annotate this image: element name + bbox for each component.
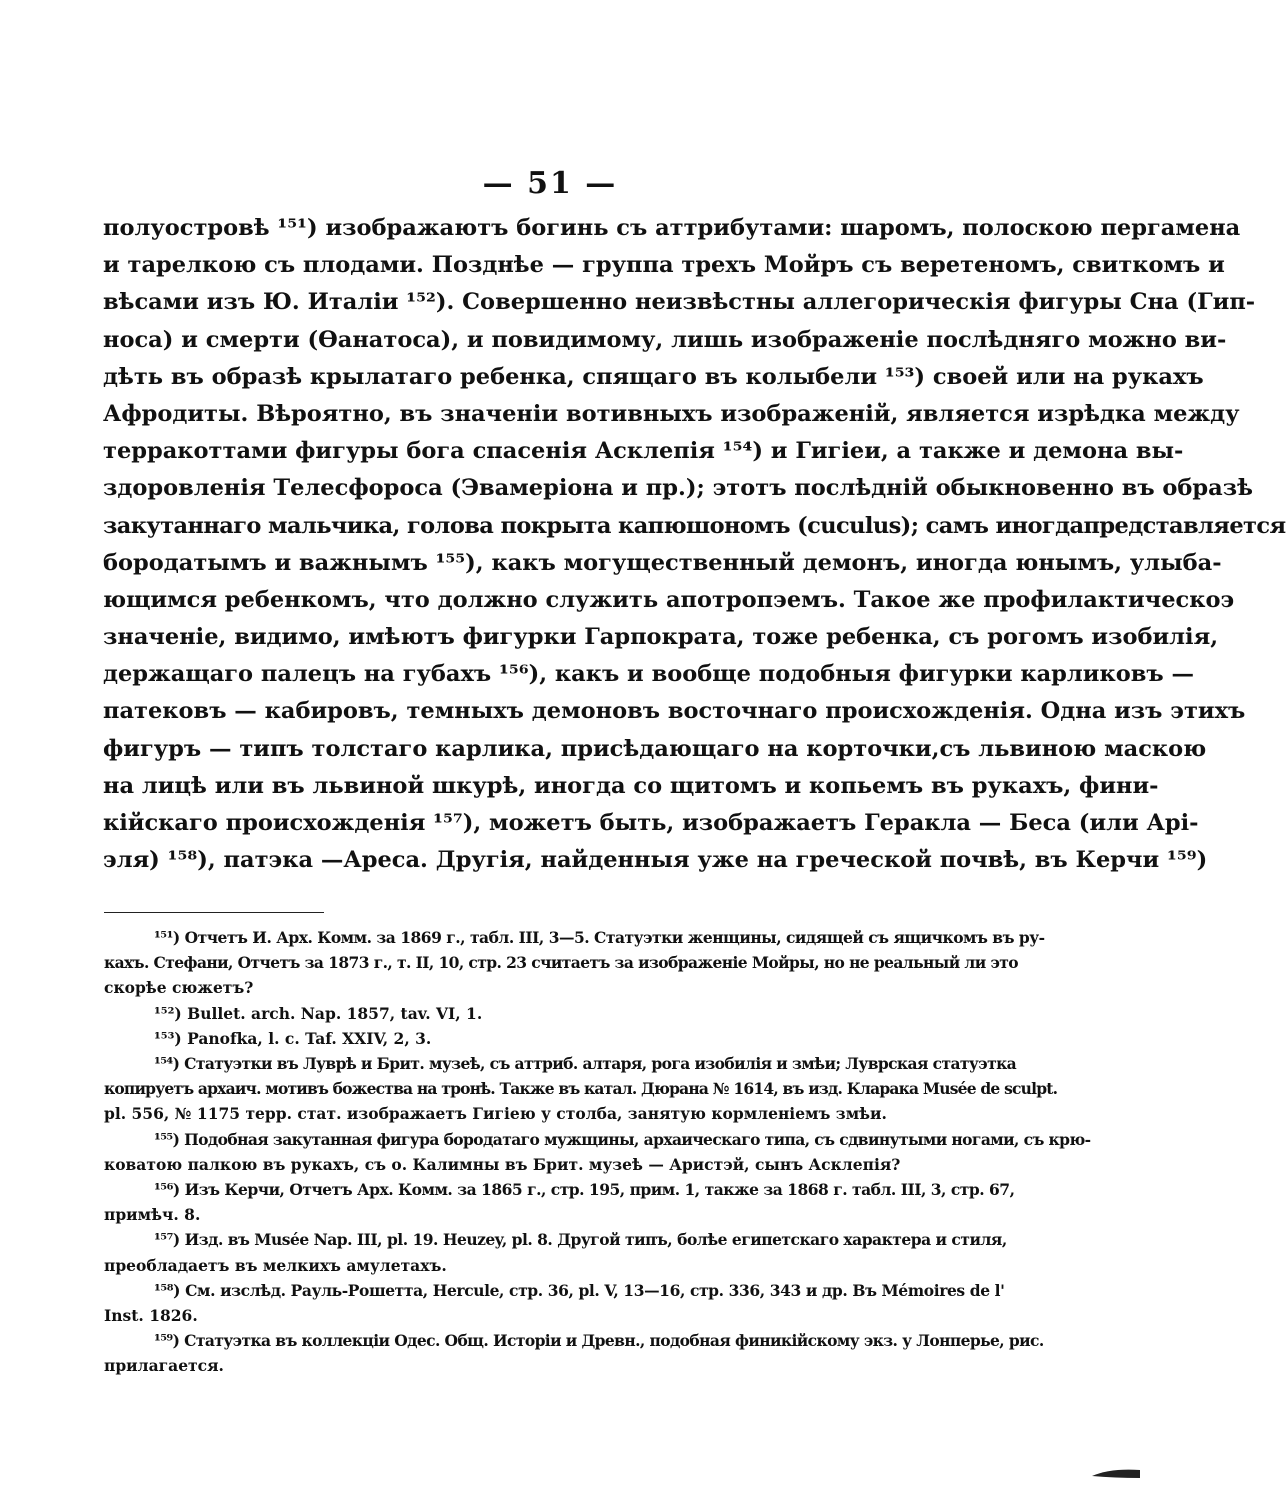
- footnote-line: Inst. 1826.: [104, 1306, 198, 1326]
- footnote-divider: [104, 912, 324, 913]
- footnote-line: примѣч. 8.: [104, 1205, 201, 1225]
- footnote-158: [104, 1278, 1005, 1328]
- body-line: носа) и смерти (Ѳанатоса), и повидимому, лишь изображеніе послѣдняго можно ви-: [103, 326, 1227, 353]
- footnote-line: коватою палкою въ рукахъ, съ о. Калимны въ Брит. музеѣ — Аристэй, сынъ Асклепія?: [104, 1154, 901, 1174]
- footnote-line: ¹⁵⁴) Статуэтки въ Луврѣ и Брит. музеѣ, съ аттриб. алтаря, рога изобилія и змѣи; Луврская статуэтка: [154, 1054, 1017, 1074]
- footnote-line: преобладаетъ въ мелкихъ амулетахъ.: [104, 1255, 447, 1275]
- body-line: здоровленія Телесфороса (Эвамеріона и пр.); этотъ послѣдній обыкновенно въ образѣ: [103, 475, 1253, 502]
- body-line: вѣсами изъ Ю. Италіи ¹⁵²). Совершенно неизвѣстны аллегорическія фигуры Сна (Гип-: [103, 289, 1256, 316]
- body-line: патековъ — кабировъ, темныхъ демоновъ восточнаго происхожденія. Одна изъ этихъ: [103, 698, 1246, 725]
- footnote-153: [104, 1026, 996, 1051]
- footnote-line: ¹⁵⁷) Изд. въ Musée Nap. III, pl. 19. Heuzey, pl. 8. Другой типъ, болѣе египетскаго характера и стиля,: [154, 1230, 1007, 1250]
- body-text: [103, 210, 1286, 879]
- footnote-line: ¹⁵⁹) Статуэтка въ коллекціи Одес. Общ. Исторіи и Древн., подобная финикійскому экз. у Лонперье, рис.: [154, 1331, 1044, 1351]
- body-line: дѣть въ образѣ крылатаго ребенка, спящаго въ колыбели ¹⁵³) своей или на рукахъ: [103, 363, 1204, 390]
- footnote-line: ¹⁵⁶) Изъ Керчи, Отчетъ Арх. Комм. за 1865 г., стр. 195, прим. 1, также за 1868 г. табл. III, 3, стр. 67,: [154, 1180, 1015, 1200]
- footnote-line: скорѣе сюжетъ?: [104, 978, 254, 998]
- footnote-line: ¹⁵²) Bullet. arch. Nap. 1857, tav. VI, 1.: [154, 1003, 483, 1023]
- footnote-line: прилагается.: [104, 1356, 224, 1376]
- footnote-155: [104, 1127, 1091, 1177]
- body-line: значеніе, видимо, имѣютъ фигурки Гарпократа, тоже ребенка, съ рогомъ изобилія,: [103, 624, 1219, 651]
- footnote-line: ¹⁵¹) Отчетъ И. Арх. Комм. за 1869 г., табл. III, 3—5. Статуэтки женщины, сидящей съ ящичкомъ въ ру-: [154, 928, 1045, 947]
- body-line: и тарелкою съ плодами. Позднѣе — группа трехъ Мойръ съ веретеномъ, свиткомъ и: [103, 252, 1225, 279]
- footnote-line: копируетъ архаич. мотивъ божества на тронѣ. Также въ катал. Дюрана № 1614, въ изд. Кларака Musée de sculpt.: [104, 1079, 1058, 1099]
- body-line: терракоттами фигуры бога спасенія Асклепія ¹⁵⁴) и Гигіеи, а также и демона вы-: [103, 438, 1184, 465]
- body-line: эля) ¹⁵⁸), патэка —Ареса. Другія, найденныя уже на греческой почвѣ, въ Керчи ¹⁵⁹): [103, 847, 1208, 874]
- body-line: кійскаго происхожденія ¹⁵⁷), можетъ быть, изображаетъ Геракла — Беса (или Арі-: [103, 810, 1199, 836]
- footnote-line: ¹⁵³) Panofka, l. c. Taf. XXIV, 2, 3.: [154, 1028, 432, 1048]
- body-line: полуостровѣ ¹⁵¹) изображаютъ богинь съ аттрибутами: шаромъ, полоскою пергамена: [103, 215, 1241, 241]
- body-line: на лицѣ или въ львиной шкурѣ, иногда со щитомъ и копьемъ въ рукахъ, фини-: [103, 772, 1159, 799]
- footnotes: [104, 925, 1091, 1379]
- body-line: фигуръ — типъ толстаго карлика, присѣдающаго на корточки,съ львиною маскою: [103, 735, 1207, 762]
- body-line: закутаннаго мальчика, голова покрыта капюшономъ (cuculus); самъ иногдапредставляется: [103, 512, 1286, 539]
- footnote-156: [104, 1177, 1015, 1227]
- footnote-157: [104, 1227, 1007, 1277]
- footnote-line: pl. 556, № 1175 терр. стат. изображаетъ Гигіею у столба, занятую кормленіемъ змѣи.: [104, 1104, 887, 1124]
- body-line: держащаго палецъ на губахъ ¹⁵⁶), какъ и вообще подобныя фигурки карликовъ —: [103, 661, 1194, 688]
- body-line: Афродиты. Вѣроятно, въ значеніи вотивныхъ изображеній, является изрѣдка между: [103, 400, 1240, 427]
- footnote-line: кахъ. Стефани, Отчетъ за 1873 г., т. II, 10, стр. 23 считаетъ за изображеніе Мойры, но не реальный ли это: [104, 953, 1019, 973]
- footnote-151: [104, 925, 1045, 1001]
- body-line: бородатымъ и важнымъ ¹⁵⁵), какъ могущественный демонъ, иногда юнымъ, улыба-: [103, 549, 1222, 576]
- footnote-line: ¹⁵⁵) Подобная закутанная фигура бородатаго мужщины, архаическаго типа, съ сдвинутыми ногами, съ крю-: [154, 1129, 1091, 1149]
- body-line: ющимся ребенкомъ, что должно служить апотропэемъ. Такое же профилактическоэ: [103, 586, 1235, 613]
- footnote-line: ¹⁵⁸) См. изслѣд. Рауль-Рошетта, Hercule, стр. 36, pl. V, 13—16, стр. 336, 343 и др. Въ Mémoires de l': [154, 1280, 1005, 1300]
- page-edge-smudge: [1090, 1466, 1140, 1480]
- footnote-152: [104, 1001, 996, 1026]
- footnote-154: [104, 1051, 1058, 1127]
- footnote-159: [104, 1328, 1044, 1378]
- page-number: — 51 —: [482, 166, 618, 201]
